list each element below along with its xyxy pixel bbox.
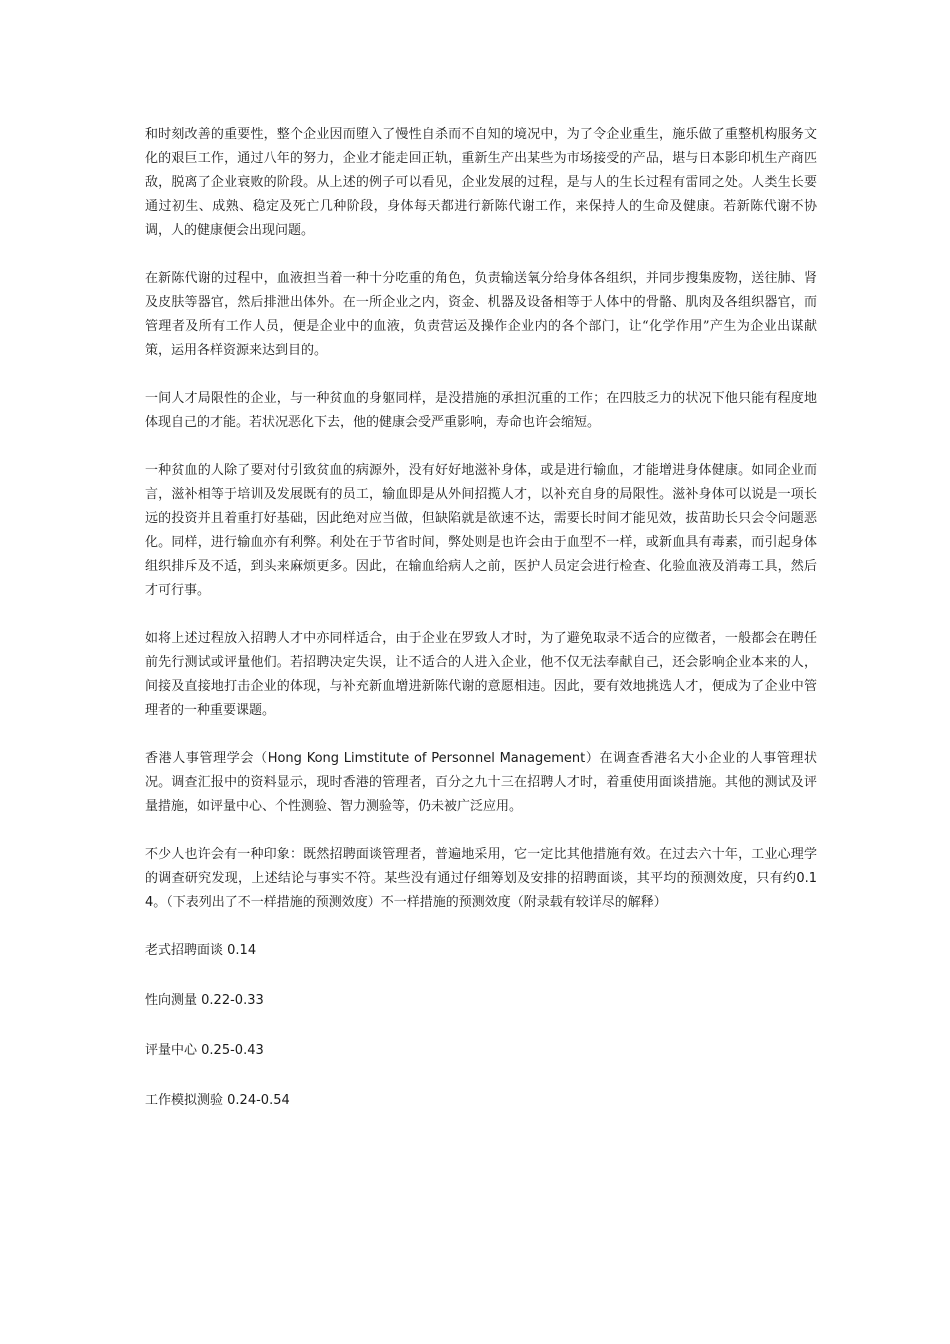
validity-item-value: 0.22-0.33: [201, 993, 264, 1008]
impression-text-after: 。（下表列出了不一样措施的预测效度）不一样措施的预测效度（附录载有较详尽的解释）: [153, 895, 667, 910]
paragraph-metabolism-blood: 在新陈代谢的过程中，血液担当着一种十分吃重的角色，负责输送氧分给身体各组织，并同步搜集废物，送往肺、肾及皮肤等器官，然后排泄出体外。在一所企业之内，资金、机器及设备相等于人体中的骨骼、肌肉及各组织器官，而管理者及所有工作人员，便是企业中的血液，负责营运及操作企业内的各个部门，让“化学作用”产生为企业出谋献策，运用各样资源来达到目的。: [145, 271, 817, 358]
validity-item: [145, 939, 817, 963]
validity-item-value: 0.25-0.43: [201, 1043, 264, 1058]
paragraph-recruitment-testing: 如将上述过程放入招聘人才中亦同样适合，由于企业在罗致人才时，为了避免取录不适合的应徵者，一般都会在聘任前先行测试或评量他们。若招聘决定失误，让不适合的人进入企业，他不仅无法奉献自己，还会影响企业本来的人，间接及直接地打击企业的体现，与补充新血增进新陈代谢的意愿相违。因此，要有效地挑选人才，便成为了企业中管理者的一种重要课题。: [145, 631, 817, 718]
validity-item: [145, 1039, 817, 1063]
validity-item-value: 0.14: [227, 943, 257, 958]
paragraph-xerox-restructuring: 和时刻改善的重要性，整个企业因而堕入了慢性自杀而不自知的境况中，为了令企业重生，施乐做了重整机构服务文化的艰巨工作，通过八年的努力，企业才能走回正轨，重新生产出某些为市场接受的产品，堪与日本影印机生产商匹敌，脱离了企业衰败的阶段。从上述的例子可以看见，企业发展的过程，是与人的生长过程有雷同之处。人类生长要通过初生、成熟、稳定及死亡几种阶段，身体每天都进行新陈代谢工作，来保持人的生命及健康。若新陈代谢不协调，人的健康便会出现问题。: [145, 127, 817, 238]
validity-item-label: 老式招聘面谈: [145, 943, 224, 958]
document-page: [145, 123, 817, 1139]
paragraph-interview-validity: [145, 843, 817, 915]
validity-item-label: 性向测量: [145, 993, 198, 1008]
hkim-text-after: ）在调查香港名大小企业的人事管理状况。调查汇报中的资料显示，现时香港的管理者，百分之九十三在招聘人才时，着重使用面谈措施。其他的测试及评量措施，如评量中心、个性测验、智力测验等，仍未被广泛应用。: [145, 751, 817, 814]
paragraph-anemia-remedy: 一种贫血的人除了要对付引致贫血的病源外，没有好好地滋补身体，或是进行输血，才能增进身体健康。如同企业而言，滋补相等于培训及发展既有的员工，输血即是从外间招揽人才，以补充自身的局限性。滋补身体可以说是一项长远的投资并且着重打好基础，因此绝对应当做，但缺陷就是欲速不达，需要长时间才能见效，拔苗助长只会令问题恶化。同样，进行输血亦有利弊。利处在于节省时间，弊处则是也许会由于血型不一样，或新血具有毒素，而引起身体组织排斥及不适，到头来麻烦更多。因此，在输血给病人之前，医护人员定会进行检查、化验血液及消毒工具，然后才可行事。: [145, 463, 817, 598]
validity-item: [145, 989, 817, 1013]
validity-item-value: 0.24-0.54: [227, 1093, 290, 1108]
validity-item-label: 评量中心: [145, 1043, 198, 1058]
hkim-text-before: 香港人事管理学会（: [145, 751, 268, 766]
impression-text-before: 不少人也许会有一种印象：既然招聘面谈管理者，普遍地采用，它一定比其他措施有效。在过去六十年，工业心理学的调查研究发现，上述结论与事实不符。某些没有通过仔细筹划及安排的招聘面谈，其平均的预测效度，只有约: [145, 847, 817, 886]
paragraph-hkim-survey: [145, 747, 817, 819]
impression-validity-value: 0.14: [145, 871, 817, 910]
validity-item-label: 工作模拟测验: [145, 1093, 224, 1108]
paragraph-talent-limitation: 一间人才局限性的企业，与一种贫血的身躯同样，是没措施的承担沉重的工作；在四肢乏力的状况下他只能有程度地体现自己的才能。若状况恶化下去，他的健康会受严重影响，寿命也许会缩短。: [145, 391, 817, 430]
validity-item: [145, 1089, 817, 1113]
hkim-org-name: Hong Kong Limstitute of Personnel Management: [267, 751, 586, 766]
